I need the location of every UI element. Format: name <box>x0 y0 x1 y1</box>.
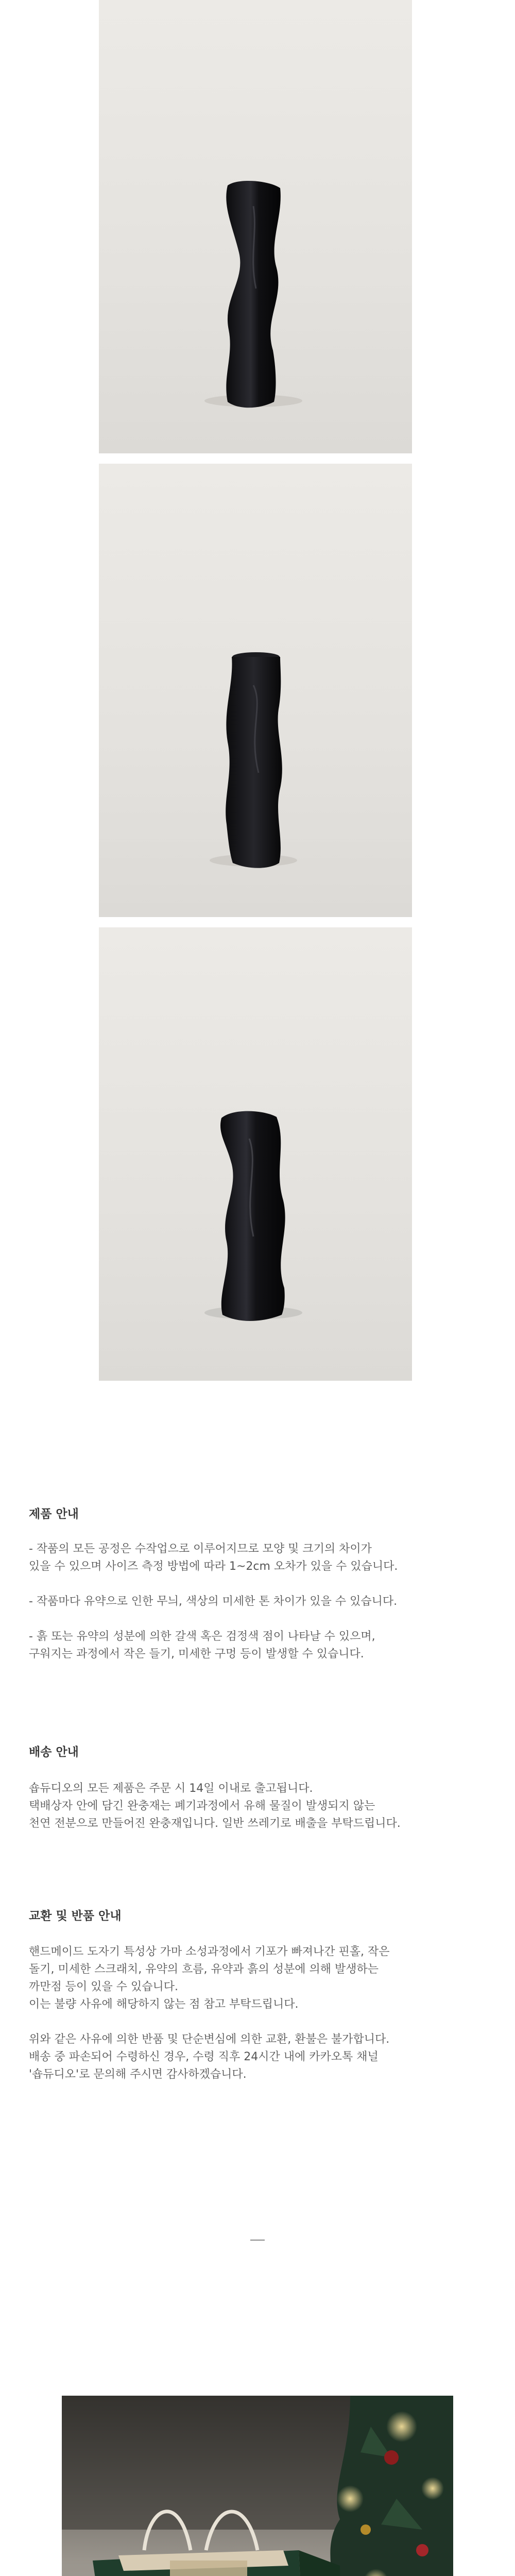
shipping-info-text <box>29 1780 492 1833</box>
vase-photo-3 <box>99 927 412 1381</box>
shipping-info-line: 숍듀디오의 모든 제품은 주문 시 14일 이내로 출고됩니다. <box>29 1782 313 1795</box>
product-info-line: - 흙 또는 유약의 성분에 의한 갈색 혹은 검정색 점이 나타날 수 있으며, <box>29 1630 375 1643</box>
exchange-info-line: 까만점 등이 있을 수 있습니다. <box>29 1980 178 1993</box>
shopping-bag-photo-1 <box>62 2396 453 2576</box>
section-divider <box>250 2240 265 2241</box>
product-info-line: 있을 수 있으며 사이즈 측정 방법에 따라 1~2cm 오차가 있을 수 있습니다. <box>29 1560 398 1573</box>
vase-photo-2 <box>99 464 412 917</box>
exchange-info-title: 교환 및 반품 안내 <box>29 1909 122 1923</box>
vase-photo-1 <box>99 0 412 453</box>
exchange-info-line: 핸드메이드 도자기 특성상 가마 소성과정에서 기포가 빠져나간 핀홀, 작은 <box>29 1945 390 1958</box>
product-info-title: 제품 안내 <box>29 1507 79 1521</box>
exchange-info-text <box>29 1943 492 2083</box>
product-info-text <box>29 1540 492 1663</box>
exchange-info-line: 이는 불량 사유에 해당하지 않는 점 참고 부탁드립니다. <box>29 1998 299 2011</box>
shipping-info-title: 배송 안내 <box>29 1745 79 1759</box>
product-info-line: 구워지는 과정에서 작은 들기, 미세한 구멍 등이 발생할 수 있습니다. <box>29 1648 364 1660</box>
product-info-line: - 작품마다 유약으로 인한 무늬, 색상의 미세한 톤 차이가 있을 수 있습니다. <box>29 1595 398 1608</box>
exchange-info-line: 위와 같은 사유에 의한 반품 및 단순변심에 의한 교환, 환불은 불가합니다. <box>29 2033 390 2046</box>
shipping-info-line: 택배상자 안에 담긴 완충재는 폐기과정에서 유해 물질이 발생되지 않는 <box>29 1800 375 1812</box>
exchange-info-line: '숍듀디오'로 문의해 주시면 감사하겠습니다. <box>29 2068 247 2081</box>
product-info-line: - 작품의 모든 공정은 수작업으로 이루어지므로 모양 및 크기의 차이가 <box>29 1543 372 1555</box>
exchange-info-line: 돌기, 미세한 스크래치, 유약의 흐름, 유약과 흙의 성분에 의해 발생하는 <box>29 1963 379 1976</box>
exchange-info-line: 배송 중 파손되어 수령하신 경우, 수령 직후 24시간 내에 카카오톡 채널 <box>29 2050 379 2063</box>
shipping-info-line: 천연 전분으로 만들어진 완충재입니다. 일반 쓰레기로 배출을 부탁드립니다. <box>29 1817 401 1830</box>
